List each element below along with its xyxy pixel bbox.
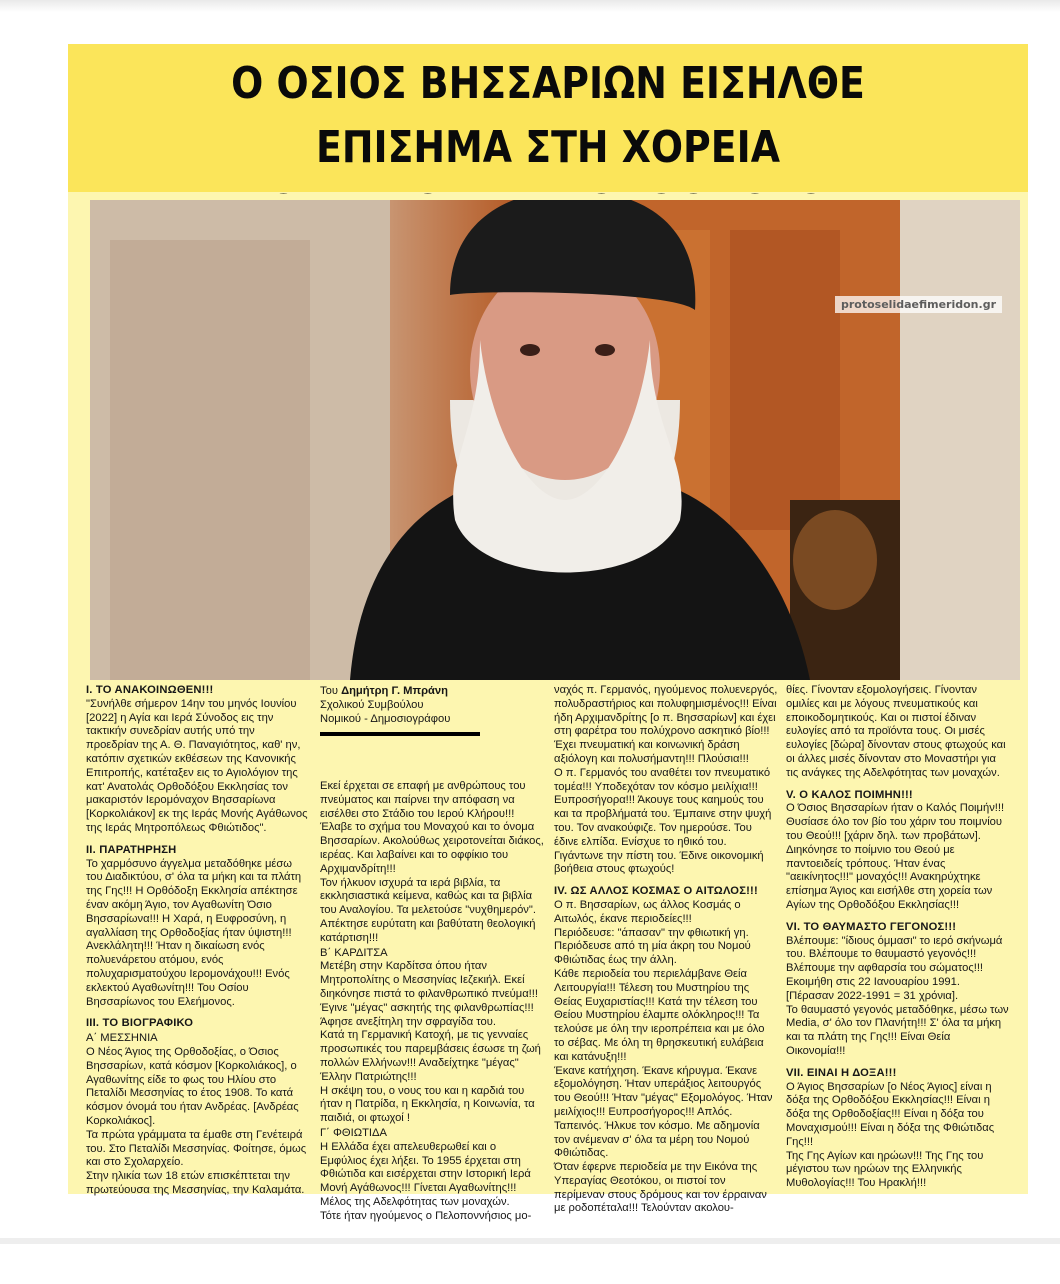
wall-right <box>900 200 1020 680</box>
subheading: Α΄ ΜΕΣΣΗΝΙΑ <box>86 1032 158 1045</box>
wall-panel <box>110 240 310 680</box>
paragraph: Εκοιμήθη στις 22 Ιανουαρίου 1991. [Πέρασαν 2022-1991 = 31 χρόνια]. <box>786 975 960 1002</box>
paragraph: Όταν έφερνε περιοδεία με την Εικόνα της Υπεραγίας Θεοτόκου, οι πιστοί τον περίμεναν στους δρόμους και τον έρραιναν με ροδοπέταλα!!! Τελούνταν ακολου- <box>554 1161 767 1215</box>
paragraph: Κατά τη Γερμανική Κατοχή, με τις γενναίες προσωπικές του παρεμβάσεις έσωσε τη ζωή πολλών Ελλήνων!!! Αναδείχτηκε "μέγας" Έλλην Πατριώτης!!! <box>320 1029 541 1083</box>
section-heading: ΙΙΙ. ΤΟ ΒΙΟΓΡΑΦΙΚΟ <box>86 1017 194 1030</box>
paragraph: Ο Όσιος Βησσαρίων ήταν ο Καλός Ποιμήν!!! Θυσίασε όλο τον βίο του χάριν του ποιμνίου του Θεού!!! [χάριν δηλ. των προβάτων]. <box>786 802 1005 842</box>
paragraph: Ο Νέος Άγιος της Ορθοδοξίας, ο Όσιος Βησσαρίων, κατά κόσμον [Κορκολιάκος], ο Αγαθωνίτης είδε το φως του Ηλίου στο Πεταλίδι Μεσσηνίας το έτος 1908. Το κατά κόσμον όνομά του ήταν Ανδρέας. [Ανδρέας Κορκολιάκος]. <box>86 1045 299 1127</box>
paragraph: Τότε ήταν ηγούμενος ο Πελοποννήσιος μο- <box>320 1209 532 1222</box>
paragraph: Το θαυμαστό γεγονός μεταδόθηκε, μέσω των Media, σ' όλο τον Πλανήτη!!! Σ' όλα τα μήκη και τα πλάτη της Γης!!! Είναι Θεία Οικονομία!!! <box>786 1003 1009 1057</box>
scan-edge <box>0 0 1060 12</box>
byline <box>320 684 544 726</box>
eye-right <box>595 344 615 356</box>
paragraph: Η σκέψη του, ο νους του και η καρδιά του ήταν η Πατρίδα, η Εκκλησία, η Κοινωνία, τα παιδιά, οι φτωχοί ! <box>320 1084 535 1125</box>
byline-prefix: Του <box>320 685 342 697</box>
paragraph: Ο π. Γερμανός του αναθέτει τον πνευματικό τομέα!!! Υποδεχόταν τον κόσμο μειλίχια!!! Ευπροσήγορα!!! Άκουγε τους καημούς του και τα προβλήματά του. Έμπαινε στην ψυχή του. Τον ανακούφιζε. Τον ημερούσε. Του έδινε ελπίδα. Ενίσχυε το ηθικό του. Γιγάντωνε την πίστη του. Έδινε οικονομική βοήθεια στους φτωχούς! <box>554 766 772 876</box>
section-heading: V. Ο ΚΑΛΟΣ ΠΟΙΜΗΝ!!! <box>786 788 913 801</box>
paragraph: "Συνήλθε σήμερον 14ην του μηνός Ιουνίου [2022] η Αγία και Ιερά Σύνοδος εις την τακτικήν συνεδρίαν αυτής υπό την προεδρίαν της Α. Θ. Παναγιότητος, καθ' ην, κατόπιν σχετικών εκθέσεων της Κανονικής Επιτροπής, κατέταξεν εις το Αγιολόγιον της κατ' Ανατολάς Ορθοδόξου Εκκλησίας τον μακαριστόν Ιερομόναχον Βησσαρίωνα [Κορκολιάκον] εκ της Ιεράς Μονής Αγάθωνος της Ιεράς Μητροπόλεως Φθιώτιδος". <box>86 697 308 834</box>
newspaper-page <box>68 44 1028 1222</box>
author-role: Σχολικού Συμβούλου <box>320 699 424 711</box>
eye-left <box>520 344 540 356</box>
headline-band <box>68 44 1028 192</box>
paragraph: Η Ελλάδα έχει απελευθερωθεί και ο Εμφύλιος έχει λήξει. Το 1955 έρχεται στη Φθιώτιδα και εισέρχεται στην Ιστορική Ιερά Μονή Αγάθωνος!!! Γίνεται Αγαθωνίτης!!! Μέλος της Αδελφότητας των μοναχών. <box>320 1140 531 1208</box>
scan-edge <box>0 1238 1060 1244</box>
paragraph: Τα πρώτα γράμματα τα έμαθε στη Γενέτειρά του. Στο Πεταλίδι Μεσσηνίας. Φοίτησε, όμως και στο Σχολαρχείο. <box>86 1128 307 1169</box>
portrait-photo <box>90 200 1020 680</box>
watermark: protoselidaefimeridon.gr <box>835 296 1002 313</box>
section-heading: Ι. ΤΟ ΑΝΑΚΟΙΝΩΘΕΝ!!! <box>86 684 214 696</box>
column-4 <box>786 684 1010 1191</box>
section-heading: VI. ΤΟ ΘΑΥΜΑΣΤΟ ΓΕΓΟΝΟΣ!!! <box>786 920 957 933</box>
paragraph: θίες. Γίνονταν εξομολογήσεις. Γίνονταν ομιλίες και με λόγους πνευματικούς και εποικοδομητικούς. Και οι πιστοί έδιναν ευλογίες από τα προϊόντα τους. Οι μισές ευλογίες [δώρα] δίνονταν στους φτωχούς και οι άλλες μισές δίνονταν στο Μοναστήρι για τις ανάγκες της Αδελφότητας των μοναχών. <box>786 684 1006 779</box>
column-1 <box>86 684 310 1198</box>
paragraph: Ο π. Βησσαρίων, ως άλλος Κοσμάς ο Αιτωλός, έκανε περιοδείες!!! <box>554 898 741 925</box>
section-heading: IV. ΩΣ ΑΛΛΟΣ ΚΟΣΜΑΣ Ο ΑΙΤΩΛΟΣ!!! <box>554 885 758 898</box>
paragraph: Τον ήλκυον ισχυρά τα ιερά βιβλία, τα εκκλησιαστικά κείμενα, καθώς και τα βιβλία του Αναλογίου. Τα μελετούσε "νυχθημερόν". Απέκτησε ευρύτατη και βαθύτατη θεολογική κατάρτιση!!! <box>320 876 536 944</box>
author-role: Νομικού - Δημοσιογράφου <box>320 713 451 725</box>
section-heading: VII. ΕΙΝΑΙ Η ΔΟΞΑ!!! <box>786 1066 897 1079</box>
paragraph: Μετέβη στην Καρδίτσα όπου ήταν Μητροπολίτης ο Μεσσηνίας Ιεζεκιήλ. Εκεί διηκόνησε πιστά το φιλανθρωπικό πνεύμα!!! Έγινε "μέγας" ασκητής της φιλανθρωπίας!!! Άφησε ανεξίτηλη την σφραγίδα του. <box>320 960 539 1028</box>
paragraph: Το χαρμόσυνο άγγελμα μεταδόθηκε μέσω του Διαδικτύου, σ' όλα τα μήκη και τα πλάτη της Γης!!! Η Ορθόδοξη Εκκλησία απέκτησε έναν ακόμη Άγιο, τον Αγαθωνίτη Όσιο Βησσαρίωνα!!! Η Χαρά, η Ευφροσύνη, η αγαλλίαση της Ορθοδοξίας ήταν ύψιστη!!! Ανεκλάλητη!!! Ήταν η δικαίωση ενός πολυενάρετου ατόμου, ενός πολυχαρισματούχου Ιερομονάχου!!! Ενός εκλεκτού Αγαθωνίτη!!! Του Οσίου Βησσαρίωνος του Ελεήμονος. <box>86 857 302 1008</box>
photo-frame <box>86 194 1026 678</box>
paragraph: Περιόδευσε: "άπασαν" την φθιωτική γη. Περιόδευσε από τη μία άκρη του Νομού Φθιώτιδας έως την άλλη. <box>554 926 751 967</box>
paragraph: Έλαβε το σχήμα του Μοναχού και το όνομα Βησσαρίων. Ακολούθως χειροτονείται διάκος, ιερέας. Και λαβαίνει και το οφφίκιο του Αρχιμανδρίτη!!! <box>320 821 544 875</box>
section-heading: ΙΙ. ΠΑΡΑΤΗΡΗΣΗ <box>86 843 177 856</box>
column-2 <box>320 684 544 1224</box>
portrait-illustration <box>90 200 1020 680</box>
paragraph: Εκεί έρχεται σε επαφή με ανθρώπους του πνεύματος και παίρνει την απόφαση να εισέλθει στο Στάδιο του Ιερού Κλήρου!!! <box>320 780 526 820</box>
paragraph: ναχός π. Γερμανός, ηγούμενος πολυενεργός, πολυδραστήριος και πολυφημισμένος!!! Είναι ήδη Αρχιμανδρίτης [ο π. Βησσαρίων] και έχει στη φαρέτρα του πολύχρονο ασκητικό βίο!!! Έχει πνευματική και κοινωνική δράση αξιόλογη και πολυσήμαντη!!! Πλούσια!!! <box>554 684 778 765</box>
article-columns <box>86 684 1010 1222</box>
paragraph: Ο Άγιος Βησσαρίων [ο Νέος Άγιος] είναι η δόξα της Ορθοδόξου Εκκλησίας!!! Είναι η δόξα της Ορθοδοξίας!!! Είναι η δόξα του Μοναχισμού!!! Είναι η δόξα της Φθιώτιδας Γης!!! <box>786 1080 995 1148</box>
paragraph: Της Γης Αγίων και ηρώων!!! Της Γης του μέγιστου των ηρώων της Ελληνικής Μυθολογίας!!! Του Ηρακλή!!! <box>786 1149 984 1190</box>
column-3 <box>554 684 778 1216</box>
paragraph: Έκανε κατήχηση. Έκανε κήρυγμα. Έκανε εξομολόγηση. Ήταν υπεράξιος λειτουργός του Θεού!!! Ήταν "μέγας" Εξομολόγος. Ήταν μειλίχιος!!! Ευπροσήγορος!!! Απλός. Ταπεινός. Ήλκυε τον κόσμο. Με αδημονία τον ανέμεναν σ' όλα τα μέρη του Νομού Φθιώτιδας. <box>554 1064 773 1160</box>
byline-author <box>320 684 544 698</box>
author-name: Δημήτρη Γ. Μπράνη <box>341 685 448 697</box>
subheading: Β΄ ΚΑΡΔΙΤΣΑ <box>320 946 388 959</box>
paragraph: Βλέπουμε: "ίδιους όμμασι" το ιερό σκήνωμά του. Βλέπουμε το θαυμαστό γεγονός!!! Βλέπουμε την αφθαρσία του σώματος!!! <box>786 934 1003 975</box>
paragraph: Στην ηλικία των 18 ετών επισκέπτεται την πρωτεύουσα της Μεσσηνίας, την Καλαμάτα. <box>86 1170 305 1196</box>
byline-rule <box>320 732 480 736</box>
icon-figure <box>793 510 877 610</box>
paragraph: Κάθε περιοδεία του περιελάμβανε Θεία Λειτουργία!!! Τέλεση του Μυστηρίου της Θείας Ευχαριστίας!!! Κατά την τέλεση του Θείου Μυστηρίου έλαμπε ολόκληρος!!! Τα τελούσε με όλη την ιεροπρέπεια και με όλο το σέβας. Με όλη τη θρησκευτική ευλάβεια και κατάνυξη!!! <box>554 967 765 1063</box>
paragraph: Διηκόνησε το ποίμνιο του Θεού με παντοειδείς τρόπους. Ήταν ένας "αεικίνητος!!!" μοναχός!!! Ανακηρύχτηκε επίσημα Άγιος και εισήλθε στη χορεία των Αγίων της Ορθοδόξου Εκκλησίας!!! <box>786 843 993 911</box>
subheading: Γ΄ ΦΘΙΩΤΙΔΑ <box>320 1126 387 1139</box>
door-panel-2 <box>730 230 840 530</box>
headline-line-1: Ο ΟΣΙΟΣ ΒΗΣΣΑΡΙΩΝ ΕΙΣΗΛΘΕ ΕΠΙΣΗΜΑ ΣΤΗ ΧΟΡΕΙΑ <box>231 58 865 173</box>
